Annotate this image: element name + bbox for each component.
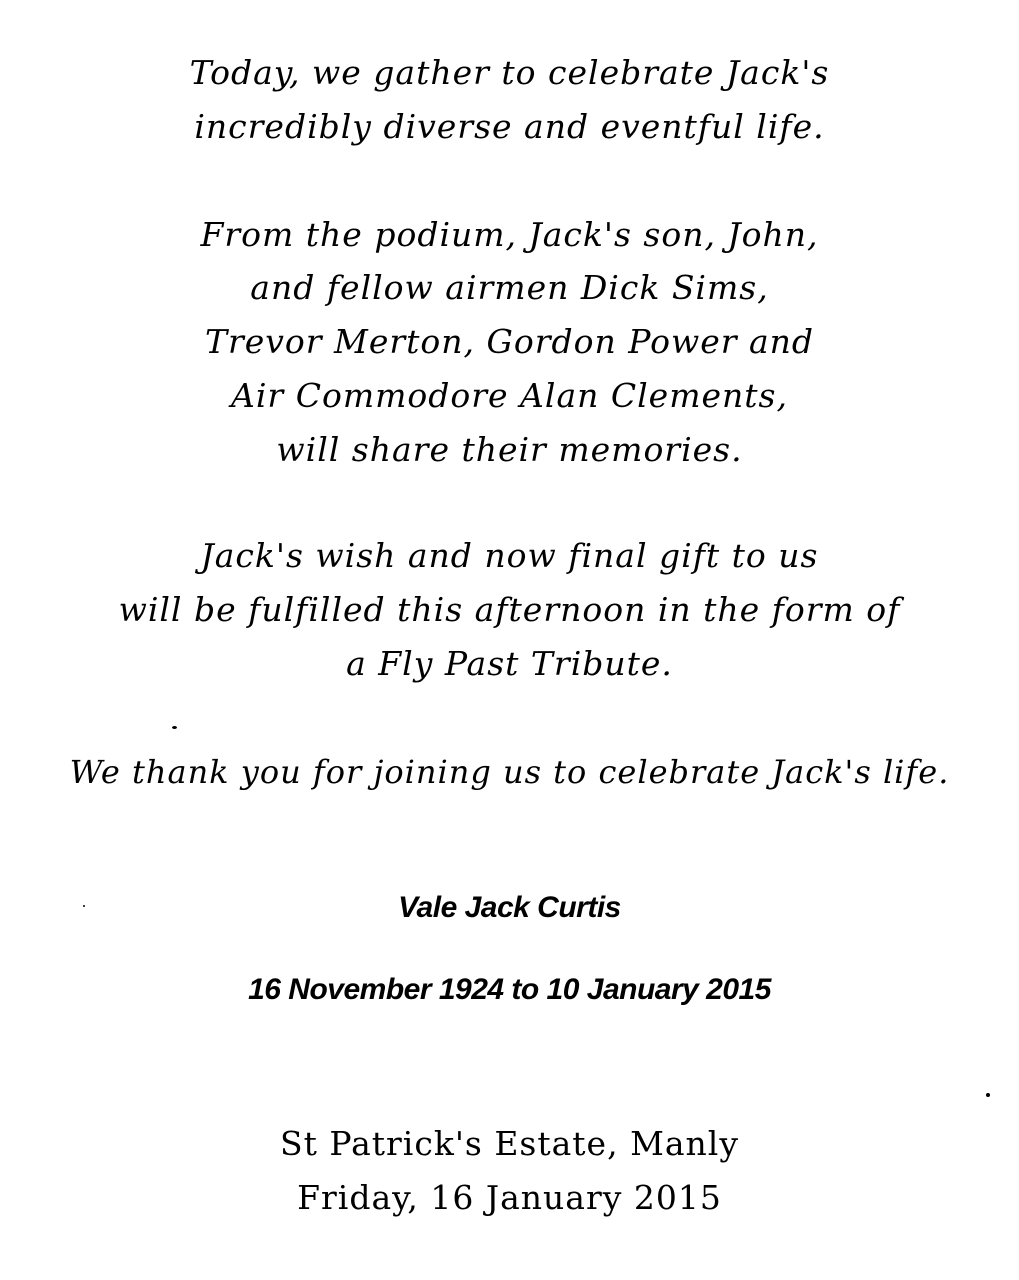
paragraph-4-line-1: We thank you for joining us to celebrate Jack's life. — [69, 753, 950, 791]
scan-speck — [172, 726, 177, 729]
paragraph-3-line-3: a Fly Past Tribute. — [346, 644, 673, 683]
paragraph-2-line-5: will share their memories. — [276, 430, 743, 469]
venue-place: St Patrick's Estate, Manly — [280, 1124, 739, 1163]
paragraph-2-line-3: Trevor Merton, Gordon Power and — [204, 322, 815, 361]
paragraph-1-line-1: Today, we gather to celebrate Jack's — [189, 53, 830, 92]
paragraph-2-line-2: and fellow airmen Dick Sims, — [250, 268, 769, 307]
paragraph-3-line-2: will be fulfilled this afternoon in the form of — [118, 590, 901, 629]
paragraph-2-line-4: Air Commodore Alan Clements, — [231, 376, 788, 415]
scan-speck — [986, 1093, 990, 1097]
paragraph-1-line-2: incredibly diverse and eventful life. — [194, 107, 825, 146]
scan-speck — [83, 905, 85, 907]
venue-date: Friday, 16 January 2015 — [297, 1178, 722, 1217]
memorial-dates: 16 November 1924 to 10 January 2015 — [248, 973, 771, 1006]
paragraph-3-line-1: Jack's wish and now final gift to us — [200, 536, 819, 575]
memorial-name: Vale Jack Curtis — [398, 891, 621, 924]
paragraph-2-line-1: From the podium, Jack's son, John, — [200, 215, 819, 254]
